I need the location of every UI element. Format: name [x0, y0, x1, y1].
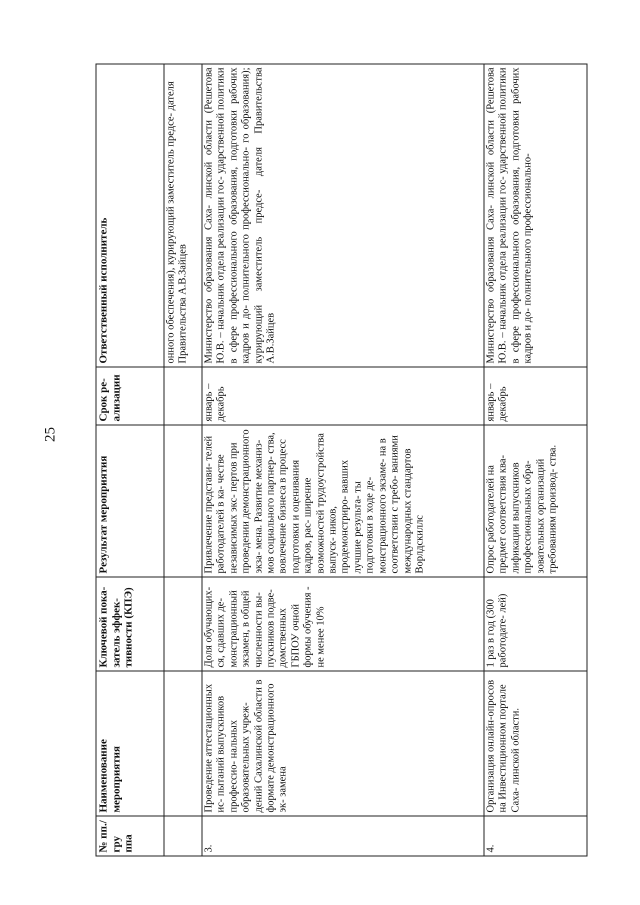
row-result-cell: Опрос работодателей на предмет соответствия ква- лификации выпускников профессиональных обра- зовательных организаций требованиям производ- ства.: [484, 425, 587, 577]
row-kpi-cell: Доля обучающих- ся, сдавших де- монстрационный экзамен, в общей численности вы- пускников подве- домственных ГБПОУ очной формы обучения - не менее 10%: [202, 577, 484, 671]
measures-table: [95, 63, 587, 856]
table-row: [202, 64, 484, 856]
header-measure-name: Наименование мероприятия: [96, 671, 164, 816]
row-kpi-cell: 1 раз в год (300 работодате- лей): [484, 577, 587, 671]
row-executor-cell: Министерство образования Саха- линской области (Решетова Ю.В. – начальник отдела реализации гос- ударственной политики в сфере профессионального образования, подготовки рабочих кадров и до- полнительного профессионально- го образования); курирующий заместитель предсе- дателя Правительства А.В.Зайцев: [202, 64, 484, 367]
table-frame: [95, 64, 590, 856]
header-kpi: Ключевой пока- затель эффек- тивности (КПЭ): [96, 577, 164, 671]
table-header-row: [96, 64, 164, 856]
cont-executor-cell: онного обеспечения), курирующий заместитель предсе- дателя Правительства А.В.Зайцев: [164, 64, 202, 367]
row-executor-cell: Министерство образования Саха- линской области (Решетова Ю.В. – начальник отдела реализации гос- ударственной политики в сфере профессионального образования, подготовки рабочих кадров и до- полнительного профессионально-: [484, 64, 587, 367]
row-measure-name-cell: Проведение аттестационных ис- пытаний выпускников профессио- нальных образовательных учреж- дений Сахалинской области в формате демонстрационного эк- замена: [202, 671, 484, 816]
row-measure-name-cell: Организация онлайн-опросов на Инвестиционном портале Саха- линской области.: [484, 671, 587, 816]
row-number-cell: 4.: [484, 816, 587, 856]
row-number-cell: 3.: [202, 816, 484, 856]
row-result-cell: Привлечение представи- телей работодателей в ка- честве независимых экс- пертов при проведении демонстрационного экза- мена. Развитие механиз- мов социального партнер- ства, вовлечение бизнеса в процесс подготовки и оценивания кадров, рас- ширение возможностей трудоустройства выпуск- ников, продемонстриро- вавших лучшие результа- ты подготовки в ходе де- монстрационного экзаме- на в соответствии с требо- ваниями международных стандартов Ворлдскиллс: [202, 425, 484, 577]
rotated-table-container: [95, 64, 590, 856]
header-term: Срок ре- ализации: [96, 367, 164, 425]
table-continuation-row: [164, 64, 202, 856]
header-number: № пп./ гру ппа: [96, 816, 164, 856]
page-number: 25: [42, 427, 59, 442]
row-term-cell: январь – декабрь: [202, 367, 484, 425]
row-term-cell: январь – декабрь: [484, 367, 587, 425]
header-executor: Ответственный исполнитель: [96, 64, 164, 367]
cont-name-cell: [164, 671, 202, 816]
table-row: [484, 64, 587, 856]
cont-result-cell: [164, 425, 202, 577]
cont-number-cell: [164, 816, 202, 856]
cont-term-cell: [164, 367, 202, 425]
header-result: Результат мероприятия: [96, 425, 164, 577]
cont-kpi-cell: [164, 577, 202, 671]
